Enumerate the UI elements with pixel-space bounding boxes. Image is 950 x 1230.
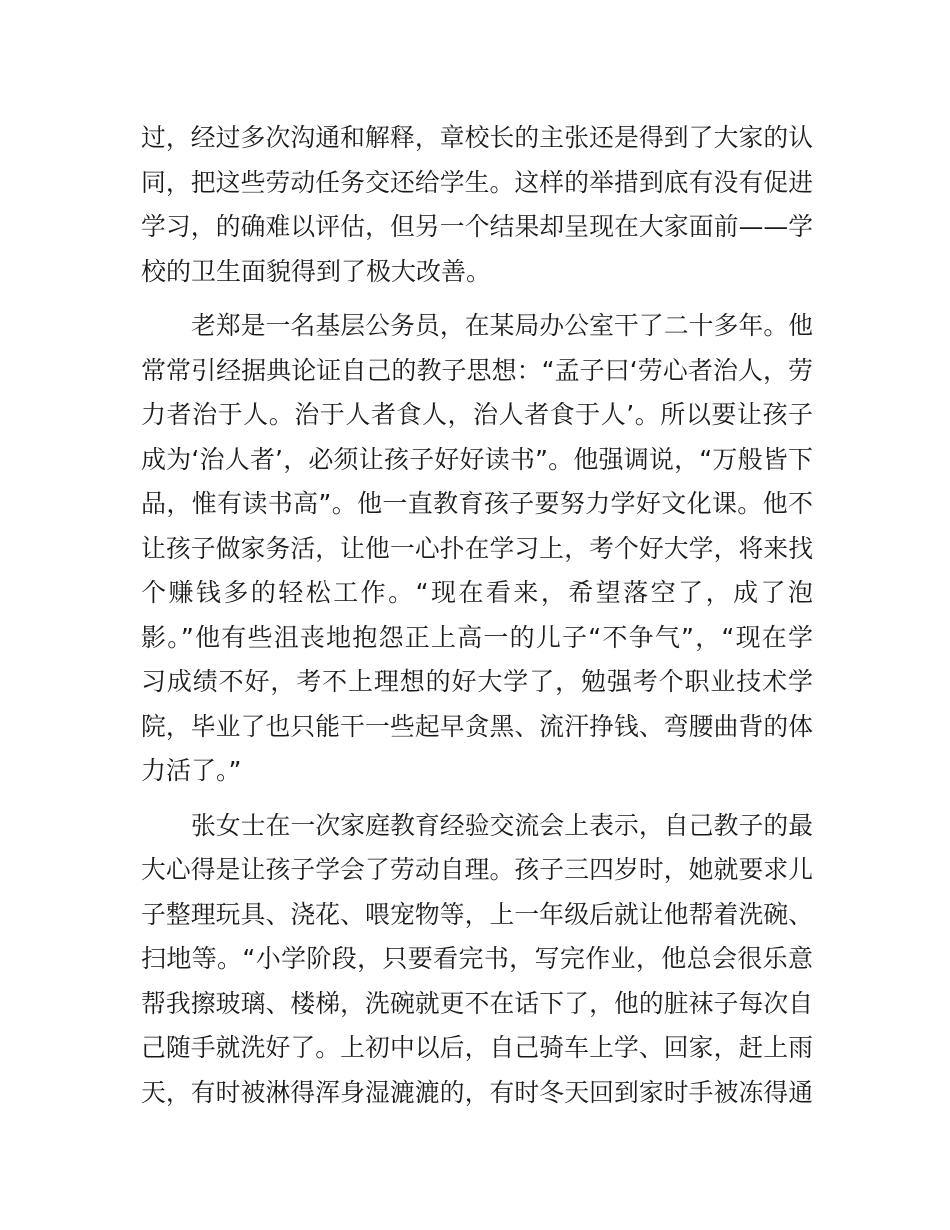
text-line: 品，惟有读书高”。他一直教育孩子要努力学好文化课。他不 bbox=[141, 489, 813, 518]
text-line: 常常引经据典论证自己的教子思想：“孟子曰‘劳心者治人，劳 bbox=[141, 355, 813, 385]
text-line: 子整理玩具、浇花、喂宠物等，上一年级后就让他帮着洗碗、 bbox=[141, 899, 813, 929]
text-line: 大心得是让孩子学会了劳动自理。孩子三四岁时，她就要求儿 bbox=[141, 855, 813, 884]
text-line: 让孩子做家务活，让他一心扑在学习上，考个好大学，将来找 bbox=[141, 533, 813, 563]
text-line: 成为‘治人者’，必须让孩子好好读书”。他强调说，“万般皆下 bbox=[141, 444, 813, 474]
text-line: 力者治于人。治于人者食人，治人者食于人’。所以要让孩子 bbox=[141, 400, 813, 429]
text-line: 个赚钱多的轻松工作。“现在看来，希望落空了，成了泡 bbox=[141, 578, 813, 607]
text-line: 己随手就洗好了。上初中以后，自己骑车上学、回家，赶上雨 bbox=[141, 1033, 813, 1062]
text-line: 院，毕业了也只能干一些起早贪黑、流汗挣钱、弯腰曲背的体 bbox=[141, 711, 813, 741]
text-line: 过，经过多次沟通和解释，章校长的主张还是得到了大家的认 bbox=[141, 123, 813, 152]
paragraph-2 bbox=[141, 304, 813, 794]
text-line: 帮我擦玻璃、楼梯，洗碗就更不在话下了，他的脏袜子每次自 bbox=[141, 988, 813, 1018]
body-text bbox=[141, 116, 813, 1125]
text-line: 张女士在一次家庭教育经验交流会上表示，自己教子的最 bbox=[191, 810, 813, 840]
paragraph-3 bbox=[141, 804, 813, 1116]
text-line: 天，有时被淋得浑身湿漉漉的，有时冬天回到家时手被冻得通 bbox=[141, 1077, 813, 1107]
text-line: 影。”他有些沮丧地抱怨正上高一的儿子“不争气”，“现在学 bbox=[141, 622, 813, 652]
text-line: 习成绩不好，考不上理想的好大学了，勉强考个职业技术学 bbox=[141, 667, 813, 696]
text-line: 扫地等。“小学阶段，只要看完书，写完作业，他总会很乐意 bbox=[141, 944, 813, 973]
text-line: 校的卫生面貌得到了极大改善。 bbox=[141, 256, 492, 286]
text-line: 老郑是一名基层公务员，在某局办公室干了二十多年。他 bbox=[191, 311, 813, 340]
text-line: 学习，的确难以评估，但另一个结果却呈现在大家面前——学 bbox=[141, 212, 813, 241]
paragraph-1 bbox=[141, 116, 813, 294]
text-line: 力活了。” bbox=[141, 756, 242, 785]
text-line: 同，把这些劳动任务交还给学生。这样的举措到底有没有促进 bbox=[141, 167, 813, 197]
